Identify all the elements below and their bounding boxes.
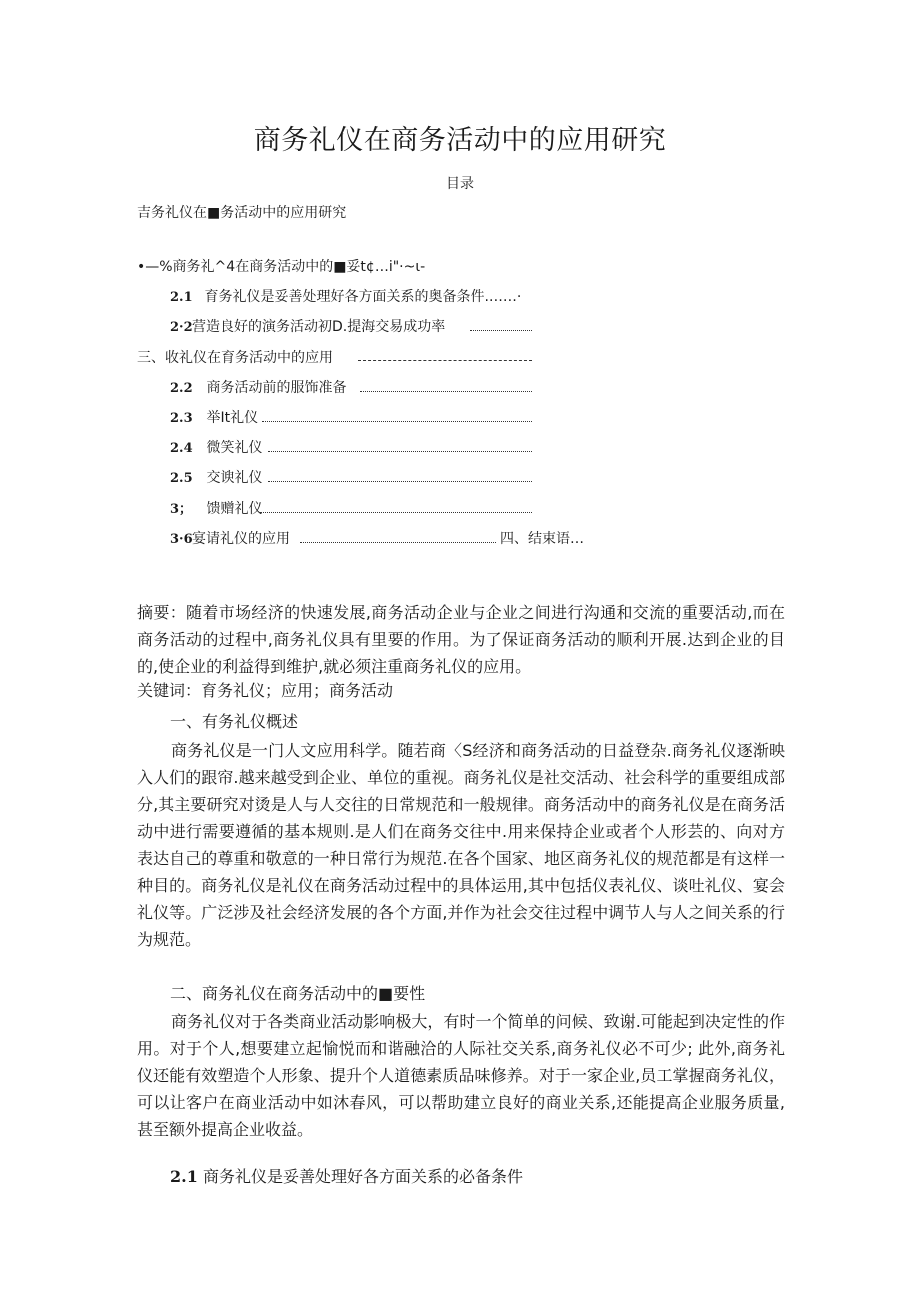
toc-entry-number: 3； — [170, 502, 193, 517]
toc-entry-3 — [170, 316, 445, 336]
toc-entry-number: 2.3 — [170, 411, 193, 426]
toc-entry-text: 馈赠礼仪 — [206, 501, 263, 517]
section-2-paragraph: 商务礼仪对于各类商业活动影响极大，有时一个简单的问候、致谢.可能起到决定性的作用。对于个人,想要建立起愉悦而和谐融洽的人际社交关系,商务礼仪必不可少; 此外,商务礼仪还能有效塑造个人形象、提升个人道德素质品味修养。对于一家企业,员工掌握商务礼仪，可以让客户在商业活动中如沐春风，可以帮助建立良好的商业关系,还能提高企业服务质量,甚至额外提高企业收益。 — [137, 1012, 785, 1139]
toc-leader — [358, 360, 532, 361]
toc-label: 目录 — [446, 176, 474, 192]
toc-entry-7 — [170, 437, 262, 457]
toc-entry-6 — [170, 407, 258, 427]
section-1-paragraph: 商务礼仪是一门人文应用科学。随若商〈S经济和商务活动的日益登杂.商务礼仪逐渐映入人们的跟帘.越来越受到企业、单位的重视。商务礼仪是社交活动、社会科学的重要组成部分,其主要研究对烫是人与人交往的日常规范和一般规律。商务活动中的商务礼仪是在商务活动中进行需要遵循的基本规则.是人们在商务交往中.用来保持企业或者个人形芸的、向对方表达自己的尊重和敬意的一种日常行为规范.在各个国家、地区商务礼仪的规范都是有这样一种目的。商务礼仪是礼仪在商务活动过程中的具体运用,其中包括仪表礼仪、谈吐礼仪、宴会礼仪等。广泛涉及社会经济发展的各个方面,并作为社会交往过程中调节人与人之间关系的行为规范。 — [137, 741, 785, 949]
toc-entry-number: 3·6 — [170, 532, 193, 547]
toc-entry-number: 2.2 — [170, 381, 193, 396]
keywords-line: 关键词：育务礼仪；应用；商务活动 — [137, 681, 394, 700]
toc-entry-text: 育务礼仪是妥善处理好各方面关系的奥备条件.……· — [204, 289, 522, 305]
section-2-heading: 二、商务礼仪在商务活动中的■要性 — [170, 984, 426, 1003]
toc-leader — [262, 421, 532, 422]
subsection-number: 2.1 — [170, 1167, 198, 1186]
toc-leader — [268, 451, 532, 452]
toc-entry-number: 2·2 — [170, 320, 193, 335]
toc-heading: 吉务礼仪在■务活动中的应用研究 — [137, 205, 347, 221]
subsection-2-1-heading — [170, 1164, 523, 1187]
toc-entry-10 — [170, 528, 290, 548]
toc-leader — [268, 481, 532, 482]
abstract-paragraph: 摘要：随着市场经济的快速发展,商务活动企业与企业之间进行沟通和交流的重要活动,而在商务活动的过程中,商务礼仪具有里要的作用。为了保证商务活动的顺利开展.达到企业的目的,使企业的利益得到维护,就必须注重商务礼仪的应用。 — [137, 603, 785, 676]
toc-entry-text: 营造良好的演务活动初D.提海交易成功率 — [192, 319, 446, 335]
toc-entry-text: 交谀礼仪 — [206, 470, 263, 486]
toc-entry-4 — [137, 347, 333, 367]
toc-leader — [360, 391, 532, 392]
toc-entry-text: •—%商务礼^4在商务活动中的■妥t¢…i"·~ι- — [137, 259, 426, 275]
toc-entry-number: 2.1 — [170, 290, 193, 305]
toc-entry-2 — [170, 286, 521, 306]
toc-leader — [470, 330, 532, 331]
toc-entry-11 — [500, 528, 584, 548]
toc-entry-text: 三、收礼仪在育务活动中的应用 — [137, 350, 333, 366]
toc-entry-number: 2.5 — [170, 471, 193, 486]
toc-entry-1 — [137, 256, 425, 276]
toc-entry-text: 商务活动前的服饰准备 — [206, 380, 347, 396]
toc-entry-8 — [170, 467, 262, 487]
toc-entry-text: 宴请礼仪的应用 — [192, 531, 290, 547]
toc-entry-5 — [170, 377, 346, 397]
toc-leader — [260, 512, 532, 513]
toc-entry-text: 微笑礼仪 — [206, 440, 263, 456]
subsection-title: 商务礼仪是妥善处理好各方面关系的必备条件 — [202, 1167, 523, 1186]
toc-entry-text: 四、结束语… — [500, 531, 584, 547]
toc-leader — [300, 542, 496, 543]
document-title: 商务礼仪在商务活动中的应用研究 — [253, 125, 667, 156]
toc-entry-number: 2.4 — [170, 441, 193, 456]
toc-entry-9 — [170, 498, 262, 518]
toc-entry-text: 举It礼仪 — [206, 410, 259, 426]
section-1-heading: 一、有务礼仪概述 — [170, 712, 299, 731]
